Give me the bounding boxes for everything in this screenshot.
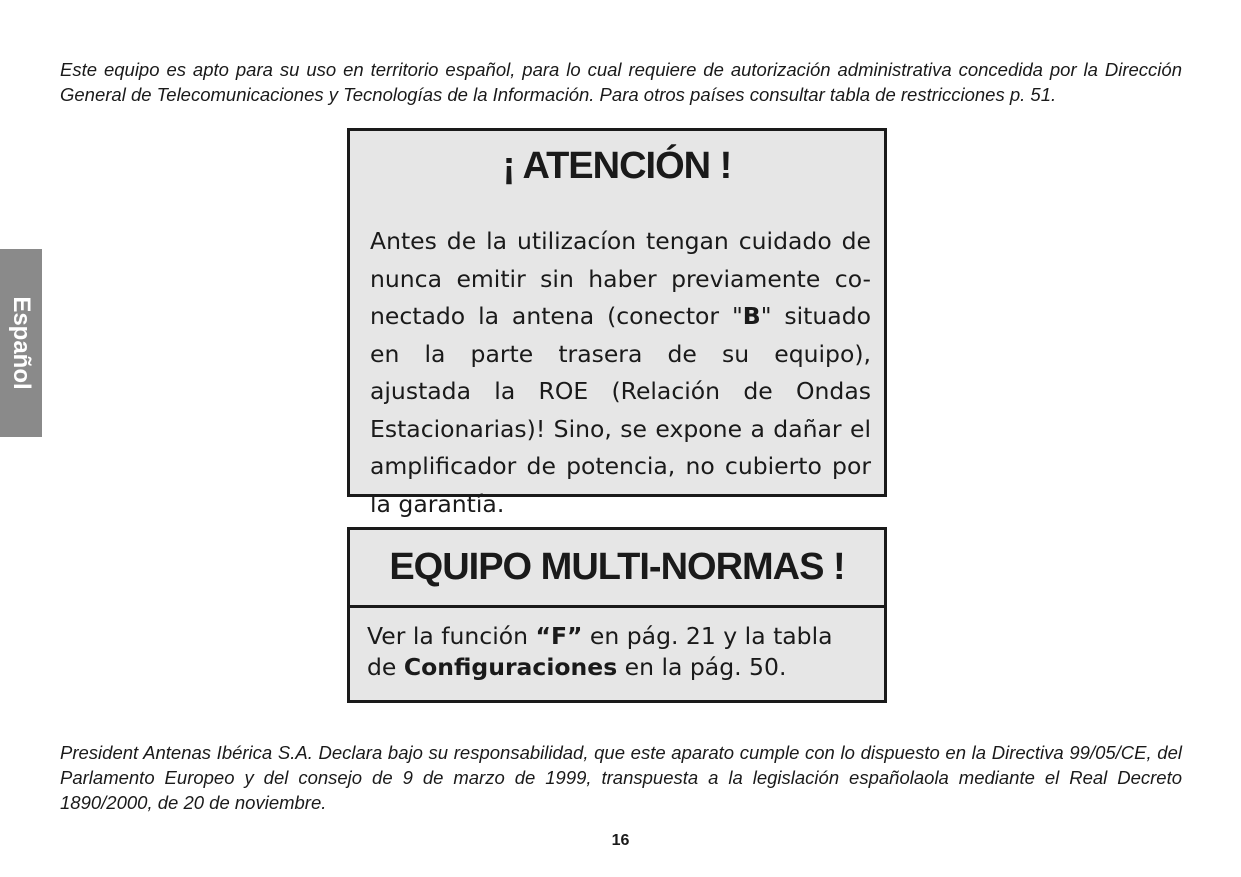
- multi-norm-text: [350, 608, 884, 683]
- attention-text-part: " situado en la parte trasera de su equipo), ajustada la ROE (Relación de Ondas Estacionarias)! Sino, se expone a dañar el amplificador de potencia, no cubierto por la garantía.: [370, 302, 871, 518]
- multi-text-part: Ver la función: [367, 622, 536, 650]
- config-label: Configuraciones: [403, 653, 618, 681]
- multi-text-part: en pág. 21 y la tabla de: [367, 622, 833, 681]
- multi-norm-title: EQUIPO MULTI-NORMAS !: [389, 546, 845, 588]
- language-tab: [0, 249, 42, 437]
- multi-norm-header: [350, 530, 884, 608]
- attention-box: [347, 128, 887, 518]
- multi-norm-box: [347, 527, 887, 703]
- connector-label: B: [742, 302, 761, 330]
- language-tab-label: Español: [8, 296, 35, 390]
- page-number: 16: [611, 832, 630, 849]
- attention-text: [370, 223, 871, 523]
- function-key-label: “F”: [535, 622, 583, 650]
- attention-text-part: Antes de la utilizacíon tengan cuidado de nunca emitir sin haber previamente co-nectado la antena (conector ": [370, 227, 871, 330]
- intro-paragraph: Este equipo es apto para su uso en territorio español, para lo cual requiere de autorización administrativa concedida por la Dirección General de Telecomunicaciones y Tecnologías de la Información. Para otros países consultar tabla de restricciones p. 51.: [60, 59, 1182, 105]
- multi-text-part: en la pág. 50.: [617, 653, 787, 681]
- attention-title: ¡ ATENCIÓN !: [502, 145, 732, 187]
- declaration-paragraph: President Antenas Ibérica S.A. Declara bajo su responsabilidad, que este aparato cumple con lo dispuesto en la Directiva 99/05/CE, del Parlamento Europeo y del consejo de 9 de marzo de 1999, transpuesta a la legislación españolaola mediante el Real Decreto 1890/2000, de 20 de noviembre.: [60, 742, 1182, 813]
